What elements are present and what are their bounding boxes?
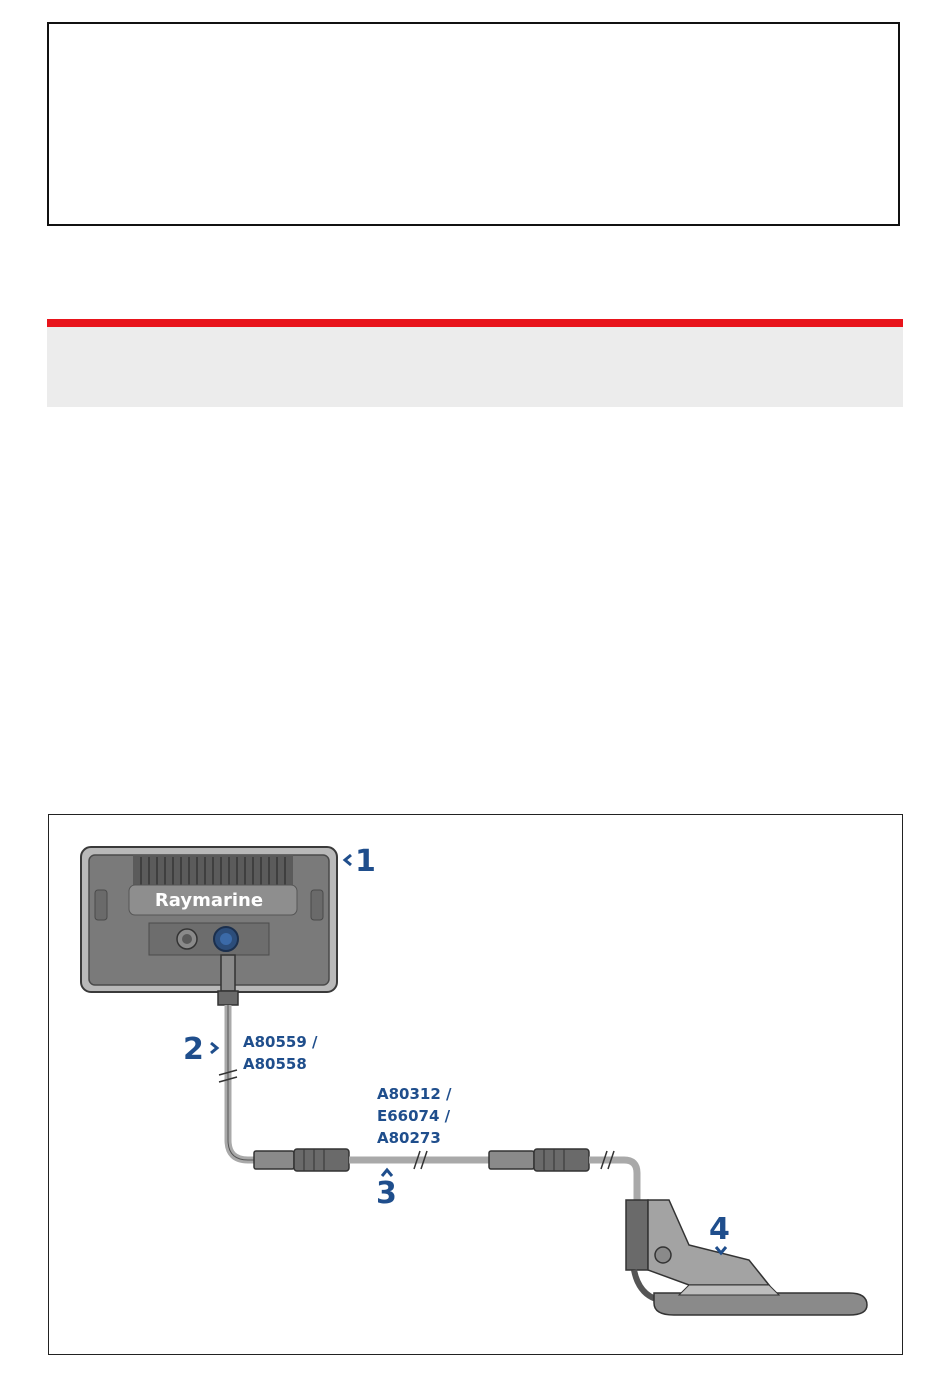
part-number: A80559 /: [243, 1033, 318, 1051]
cable-3-part-numbers: [377, 1083, 452, 1149]
inline-connector-a: [254, 1149, 349, 1171]
cable-3: [349, 1151, 489, 1169]
callout-2: 2: [183, 1032, 204, 1067]
part-number: A80558: [243, 1055, 307, 1073]
caution-bar: [47, 319, 903, 327]
transducer: [626, 1200, 867, 1315]
part-number: A80273: [377, 1129, 441, 1147]
part-number: A80312 /: [377, 1085, 452, 1103]
cable-2-part-numbers: [243, 1031, 318, 1075]
callout-4: 4: [709, 1212, 730, 1247]
arrow-1-icon: [345, 855, 351, 865]
callout-3: 3: [376, 1176, 397, 1211]
brand-logo: Raymarine: [154, 890, 264, 911]
inline-connector-b: [489, 1149, 589, 1171]
caution-panel: [47, 327, 903, 407]
display-unit: [81, 847, 337, 992]
connection-diagram: [48, 814, 903, 1355]
arrow-2-icon: [211, 1043, 217, 1053]
note-box: [47, 22, 900, 226]
transducer-cable: [589, 1151, 637, 1205]
part-number: E66074 /: [377, 1107, 451, 1125]
callout-1: 1: [355, 844, 376, 879]
diagram-artwork: [49, 815, 904, 1356]
